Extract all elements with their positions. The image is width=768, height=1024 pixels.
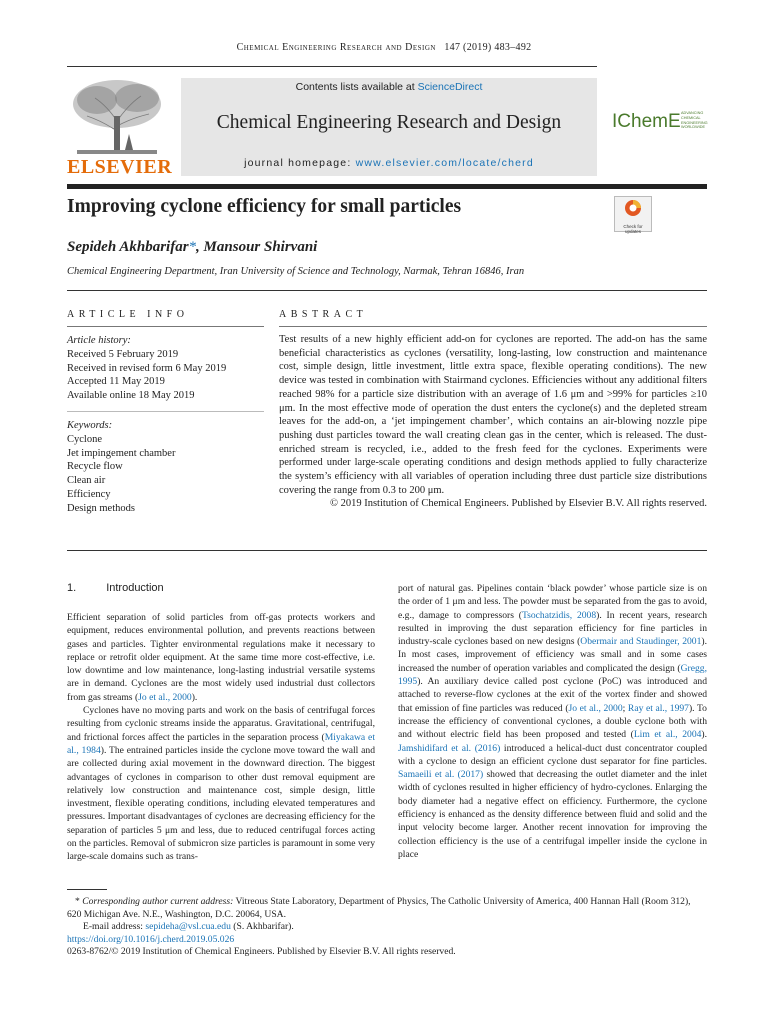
email-name: (S. Akhbarifar). [230,921,294,933]
ref-link[interactable]: Jamshidifard et al. (2016) [398,742,501,754]
history-label: Article history: [67,335,131,346]
email-link[interactable]: sepideha@vsl.cua.edu [145,921,231,933]
contents-prefix: Contents lists available at [295,81,418,93]
intro-paragraph-2 [67,704,375,864]
icheme-tagline [681,111,711,130]
title-rule [67,184,707,189]
affiliation: Chemical Engineering Department, Iran University of Science and Technology, Narmak, Tehran 16846, Iran [67,266,525,277]
section-title: Introduction [106,582,164,594]
icheme-tagline-3: ENGINEERING [681,120,708,125]
footnote [67,896,707,959]
text-run: ). To increase the efficiency of conventional cyclones, a double cyclone both with and without electric field has been proposed and tested ( [398,702,707,741]
email-label: E-mail address: [83,921,146,933]
article-title: Improving cyclone efficiency for small particles [67,196,462,217]
history-revised: Received in revised form 6 May 2019 [67,362,227,374]
keyword-item: Cyclone [67,433,102,445]
keywords-rule [67,411,264,412]
sciencedirect-link[interactable]: ScienceDirect [417,81,483,93]
intro-paragraph-3 [398,582,707,861]
ref-link[interactable]: Lim et al., 2004 [633,729,702,741]
article-info-rule [67,326,264,327]
abstract-body [279,333,707,511]
article-info-heading: ARTICLE INFO [67,309,189,320]
footnote-address [67,896,707,921]
text-run: ; [622,702,628,714]
elsevier-wordmark: ELSEVIER [67,156,173,178]
footnote-rule [67,889,107,890]
author-line [67,239,317,256]
history-online: Available online 18 May 2019 [67,390,195,402]
running-head [0,42,768,53]
homepage-label: journal homepage: [244,157,356,169]
keyword-item: Efficiency [67,488,111,500]
check-updates-icon [615,197,651,219]
corresponding-author-link[interactable]: * [188,239,197,255]
keywords [67,419,267,516]
text-run: Efficient separation of solid particles from off-gas protects workers and equipment, reduces environmental pollution, and prevents reactions between gases and particles. Tighter environmental regulations make it necessary to replace or retrofit older equipment. At the same time more cost-effective, i.e. low downtime and low maintenance, long-lasting industrial versatile systems are in demand. Cyclones are the most widely used industrial dust collectors from gas streams ( [67,612,375,703]
doi-link[interactable]: https://doi.org/10.1016/j.cherd.2019.05.026 [67,933,235,945]
icheme-logo: IChemE [612,111,681,132]
running-head-volume: 147 (2019) 483–492 [444,42,532,53]
running-head-journal: Chemical Engineering Research and Design [236,42,436,53]
author-2: Mansour Shirvani [203,239,318,255]
ref-link[interactable]: Tsochatzidis, 2008 [521,609,597,621]
footnote-mark: * [75,896,80,907]
ref-link[interactable]: Jo et al., 2000 [568,702,623,714]
icheme-tagline-4: WORLDWIDE [681,125,706,130]
text-run: introduced a helical-duct dust concentrator coupled with a cyclone to design an efficient cyclone dust separator for fine particles. [398,742,707,767]
affiliation-rule [67,290,707,291]
ref-link[interactable]: Jo et al., 2000 [138,691,192,703]
ref-link[interactable]: Gregg, 1995 [398,662,707,688]
section-heading [67,582,164,594]
footnote-address-text: Vitreous State Laboratory, Department of Physics, The Catholic University of America, 400 Hannan Hall (Room 312), 620 Michigan Ave. N.E., Washington, D.C. 20064, USA. [67,896,691,920]
footnote-label: Corresponding author current address: [82,896,234,907]
intro-right-column [398,582,707,861]
check-for-updates-button[interactable] [614,196,652,232]
keyword-item: Clean air [67,475,106,487]
ref-link[interactable]: Miyakawa et al., 1984 [67,731,375,756]
header-rule [67,66,597,67]
abstract-text: Test results of a new highly efficient add-on for cyclones are reported. The add-on has the same beneficial characteristics as cyclones (versatility, long-lasting, low construction and maintenance cost, simple design, little investment, little extra space, flexible operating conditions). The new device was tested in combination with Stairmand cyclones. Efficiencies without any additional filters reached 98% for a particle size distribution with an average of 1.6 μm and >99% for particles ≥10 μm. In the most effective mode of operation the dust enters the cyclone(s) and the depleted stream leaves for the add-on, a ‘jet impingement chamber’, which contains an air-blowing nozzle pipe pushing dust particles toward the wall creating clean gas in the center, which is released. The dust-enriched stream is recycled, i.e., added to the fresh feed for the cyclones. Experiments were performed under large-scale operating conditions and design methods applied to fully characterize the system’s efficiency with all variables of operation including three dust particle size distributions covering the range from 0.3 to 200 μm. [279,334,707,496]
keyword-item: Jet impingement chamber [67,447,176,459]
article-history [67,334,267,403]
author-separator: , [196,239,204,255]
text-run: ). In recent years, research resulted in improving the dust separation efficiency for fine particles in industry-scale cyclones based on new designs ( [398,609,707,648]
homepage-link[interactable]: www.elsevier.com/locate/cherd [355,157,534,169]
abstract-end-rule [67,550,707,551]
icheme-tagline-2: CHEMICAL [681,115,701,120]
abstract-heading: ABSTRACT [279,309,368,320]
intro-left-column [67,611,375,864]
section-number: 1. [67,582,77,594]
text-run: ). An auxiliary device called post cyclone (PoC) was introduced and attached to reverse-flow cyclones at the exit of the vortex finder and showed that emission of fine particles was reduced ( [398,676,707,714]
abstract-rule [279,326,707,327]
text-run: ). The entrained particles inside the cyclone move toward the wall and are collected during axial movement in the downward direction. The biggest advantages of cyclones in comparison to other dust removal equipment are relatively low construction and maintenance cost, simple design, little investment, flexible operating conditions, including elevated temperatures and pressures. Important disadvantages of cyclones are decreasing efficiency for the separation of particles 5 μm and less, due to reduced centrifugal forces acting on the particles. Removal of submicron size particles is paramount in some very large-scale domains such as trans- [67,744,375,863]
footnote-email [67,921,707,934]
keywords-label: Keywords: [67,420,113,431]
elsevier-tree-icon [67,76,167,156]
text-run: ). In most cases, improvement of efficiency was small and in some cases increased the number of operation variables and complicated the design ( [398,636,707,674]
ref-link[interactable]: Obermair and Staudinger, 2001 [580,636,702,648]
intro-paragraph-1 [67,611,375,704]
badge-label: Check for updates [623,224,643,234]
text-run: Cyclones have no moving parts and work on the basis of centrifugal forces resulting from cyclonic streams inside the apparatus. Gravitational, centrifugal, and frictional forces affect the particles in the separation process ( [67,705,375,743]
icheme-tagline-1: ADVANCING [681,111,704,115]
abstract-copyright: © 2019 Institution of Chemical Engineers. Published by Elsevier B.V. All rights reserved. [330,498,707,510]
journal-name: Chemical Engineering Research and Design [216,112,562,133]
author-1: Sepideh Akhbarifar [67,239,189,255]
keyword-item: Design methods [67,502,135,514]
ref-link[interactable]: Samaeili et al. (2017) [398,769,484,781]
history-accepted: Accepted 11 May 2019 [67,376,165,388]
text-run: ). [701,729,708,741]
text-run: ). [191,691,198,703]
ref-link[interactable]: Ray et al., 1997 [627,702,689,714]
history-received: Received 5 February 2019 [67,348,179,360]
homepage-line [181,157,597,169]
contents-line [181,81,597,93]
text-run: showed that decreasing the outlet diameter and the inlet width of cyclones resulted in higher efficiency of hydro-cyclones. Enlarging the body diameter had a negative effect on efficiency. Furthermore, the cyclone efficiency is enhanced as the density difference between fluid and solid and the input velocity become larger. Another recent innovation for improving the collection efficiency is the use of a centrifugal impeller inside the cyclone in place [398,769,707,860]
footnote-issn: 0263-8762/© 2019 Institution of Chemical Engineers. Published by Elsevier B.V. All rights reserved. [67,946,456,958]
footnote-doi [67,934,707,947]
text-run: port of natural gas. Pipelines contain ‘black powder’ whose particle size is on the order of 1 μm and less. The powder must be separated from the gas to avoid, e.g., damage to compressors ( [398,583,707,621]
keyword-item: Recycle flow [67,461,123,473]
